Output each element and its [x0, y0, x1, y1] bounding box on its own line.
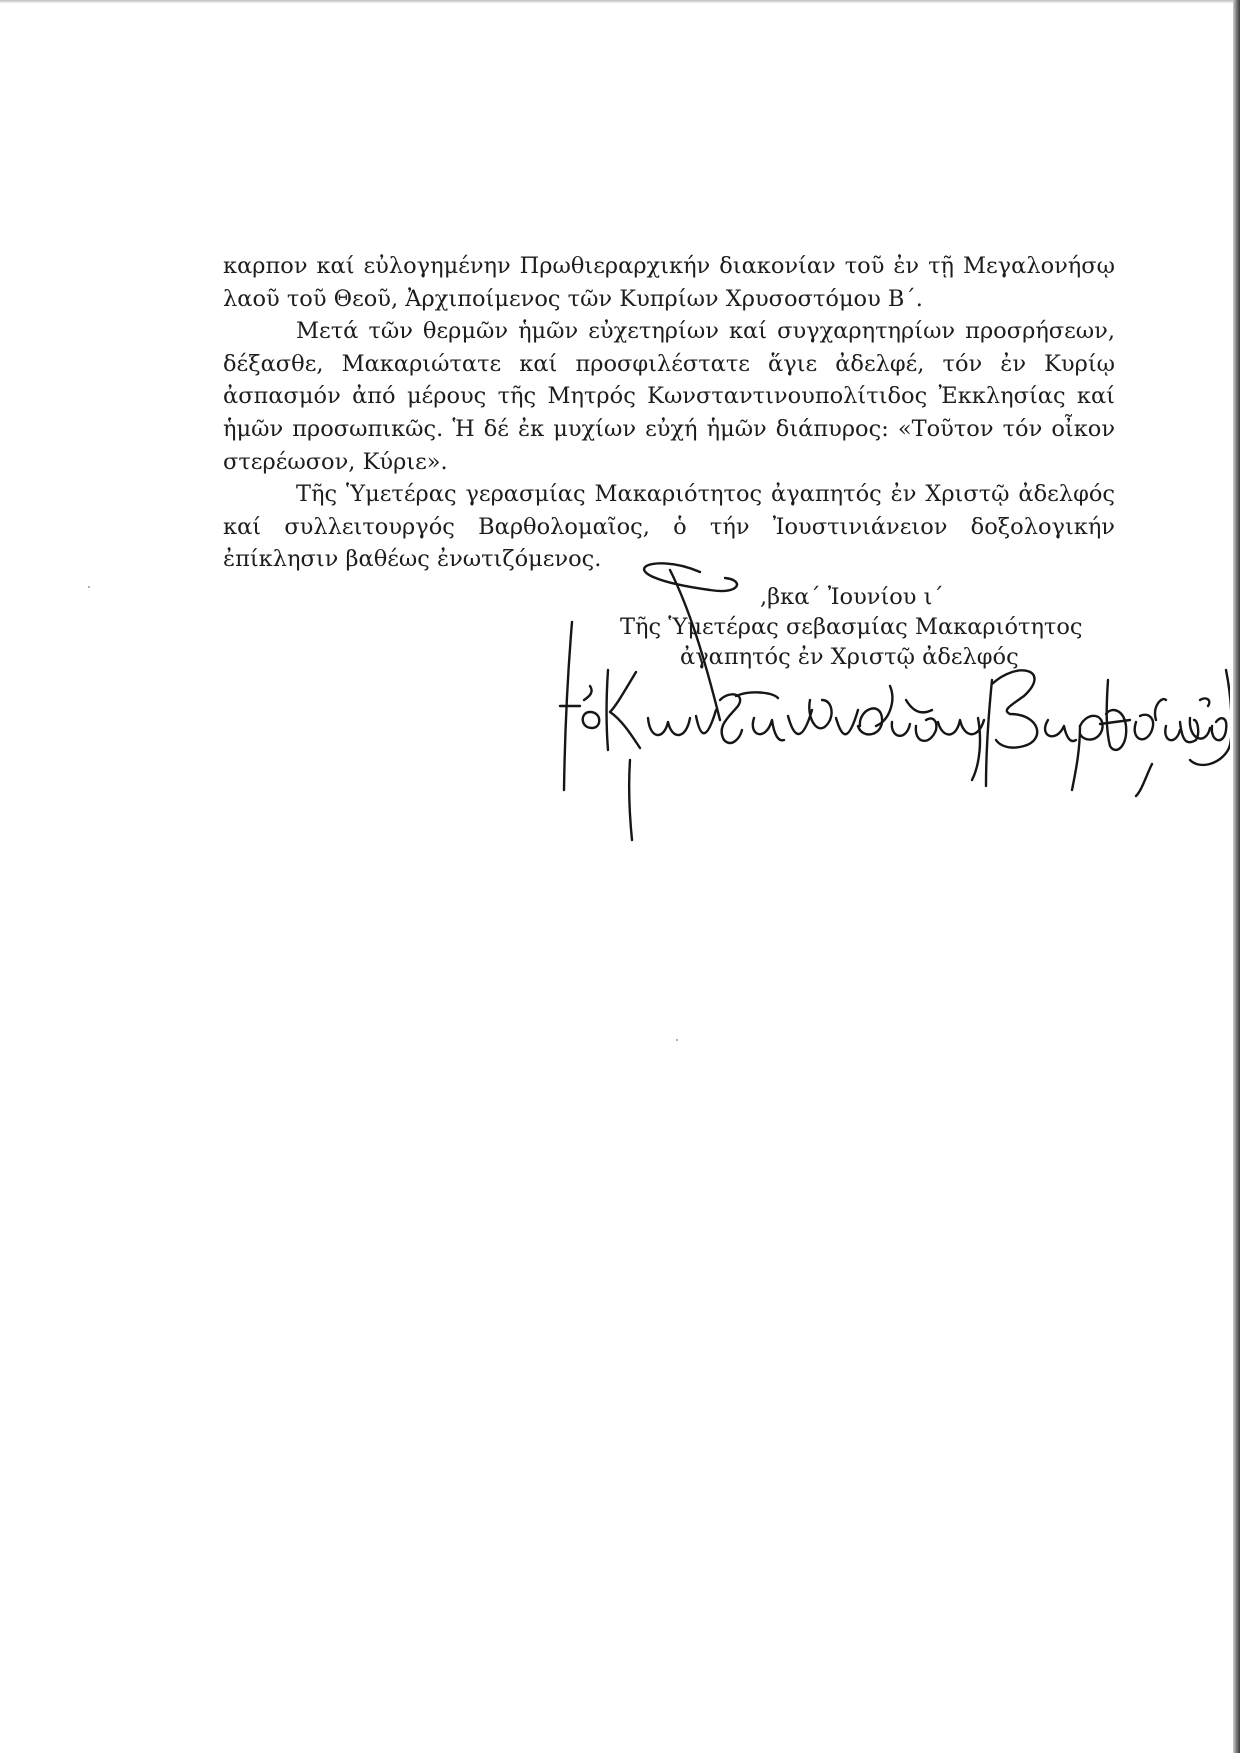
letter-paragraph-1: καρπον καί εὐλογημένην Πρωθιεραρχικήν διακονίαν τοῦ ἐν τῇ Μεγαλονήσῳ λαοῦ τοῦ Θεοῦ, Ἀρχιποίμενος τῶν Κυπρίων Χρυσοστόμου Β΄. [223, 253, 1115, 312]
scan-speck [88, 586, 90, 588]
handwritten-signature [540, 550, 1230, 850]
letter-paragraph-3: Τῆς Ὑμετέρας γερασμίας Μακαριότητος ἀγαπητός ἐν Χριστῷ ἀδελφός καί συλλειτουργός Βαρθολομαῖος, ὁ τήν Ἰουστινιάνειον δοξολογικήν ἐπίκλησιν βαθέως ἐνωτιζόμενος. [223, 481, 1115, 573]
scan-edge-top [0, 0, 1240, 3]
scan-edge-right [1233, 0, 1240, 1753]
letter-body [223, 250, 1115, 576]
closing-salutation-line-1: Τῆς Ὑμετέρας σεβασμίας Μακαριότητος [620, 614, 1083, 640]
closing-salutation-line-2: ἀγαπητός ἐν Χριστῷ ἀδελφός [680, 644, 1019, 670]
scan-speck [676, 1039, 678, 1041]
letter-paragraph-2: Μετά τῶν θερμῶν ἡμῶν εὐχετηρίων καί συγχαρητηρίων προσρήσεων, δέξασθε, Μακαριώτατε καί προσφιλέστατε ἅγιε ἀδελφέ, τόν ἐν Κυρίῳ ἀσπασμόν ἀπό μέρους τῆς Μητρός Κωνσταντινουπολίτιδος Ἐκκλησίας καί ἡμῶν προσωπικῶς. Ἡ δέ ἐκ μυχίων εὐχή ἡμῶν διάπυρος: «Τοῦτον τόν οἶκον στερέωσον, Κύριε». [223, 318, 1115, 475]
letter-date: ,βκα΄ Ἰουνίου ι΄ [760, 584, 944, 610]
